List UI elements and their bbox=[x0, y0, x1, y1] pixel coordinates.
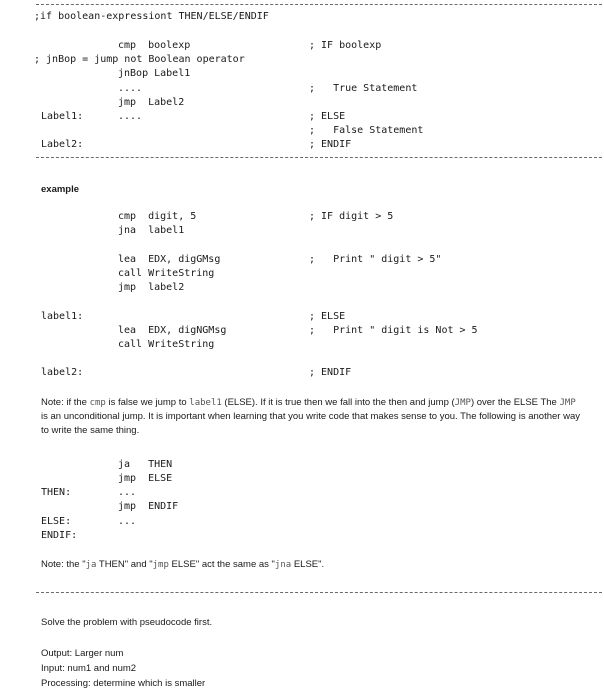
example-lea-1-comment: ; Print " digit > 5" bbox=[309, 254, 442, 265]
syntax-endif-comment: ; ENDIF bbox=[309, 139, 352, 150]
note-2-code-jmp: jmp bbox=[152, 560, 169, 570]
syntax-false-comment: ; False Statement bbox=[309, 125, 424, 136]
problem-processing: Processing: determine which is smaller bbox=[41, 678, 206, 689]
note-2-text-1: Note: the " bbox=[41, 559, 86, 570]
example-jna: jna label1 bbox=[118, 225, 185, 236]
syntax-else-comment: ; ELSE bbox=[309, 111, 346, 122]
syntax-cmp-line: cmp boolexp bbox=[118, 40, 191, 51]
syntax-jnbop-definition: ; jnBop = jump not Boolean operator bbox=[34, 54, 245, 65]
note-text-2: is false we jump to bbox=[105, 397, 190, 408]
bottom-divider bbox=[36, 592, 602, 593]
alt-else-label: ELSE: bbox=[41, 516, 72, 527]
note-text-5: is an unconditional jump. It is important when learning that you write code that makes sense to you. The following is another way to write the same thing. bbox=[41, 411, 580, 436]
example-jmp: jmp label2 bbox=[118, 282, 185, 293]
note-2-code-ja: ja bbox=[85, 560, 97, 570]
example-cmp-comment: ; IF digit > 5 bbox=[309, 211, 394, 222]
note-code-jmp-1: JMP bbox=[454, 398, 471, 408]
syntax-jnbop-line: jnBop Label1 bbox=[118, 68, 191, 79]
alt-endif-label: ENDIF: bbox=[41, 530, 78, 541]
note-text-1: Note: if the bbox=[41, 397, 90, 408]
note-paragraph bbox=[41, 396, 581, 438]
example-lea-1: lea EDX, digGMsg bbox=[118, 254, 221, 265]
section-header: ;if boolean-expressiont THEN/ELSE/ENDIF bbox=[34, 11, 269, 22]
example-cmp: cmp digit, 5 bbox=[118, 211, 197, 222]
example-call-1: call WriteString bbox=[118, 268, 215, 279]
syntax-dots-1: .... bbox=[118, 83, 143, 94]
example-heading: example bbox=[41, 184, 80, 195]
note-2-text-2: THEN" and " bbox=[96, 559, 153, 570]
alt-jmp-endif: jmp ENDIF bbox=[118, 501, 179, 512]
note-text-4: ) over the ELSE The bbox=[470, 397, 560, 408]
syntax-cmp-comment: ; IF boolexp bbox=[309, 40, 382, 51]
syntax-label2: Label2: bbox=[41, 139, 84, 150]
example-lea-2-comment: ; Print " digit is Not > 5 bbox=[309, 325, 478, 336]
example-call-2: call WriteString bbox=[118, 339, 215, 350]
problem-title: Solve the problem with pseudocode first. bbox=[41, 617, 213, 628]
alt-dots-2: ... bbox=[118, 516, 137, 527]
alt-jmp-else: jmp ELSE bbox=[118, 473, 173, 484]
example-label2: label2: bbox=[41, 367, 84, 378]
note-2-code-jna: jna bbox=[274, 560, 292, 570]
note-code-jmp-2: JMP bbox=[559, 398, 576, 408]
problem-output: Output: Larger num bbox=[41, 648, 124, 659]
example-lea-2: lea EDX, digNGMsg bbox=[118, 325, 227, 336]
note-code-label1: label1 bbox=[189, 398, 222, 408]
top-divider bbox=[36, 4, 602, 5]
note-2-paragraph bbox=[41, 558, 581, 572]
example-else-comment: ; ELSE bbox=[309, 311, 346, 322]
syntax-true-comment: ; True Statement bbox=[309, 83, 418, 94]
note-2-text-4: ELSE". bbox=[291, 559, 325, 570]
syntax-dots-2: .... bbox=[118, 111, 143, 122]
syntax-label1: Label1: bbox=[41, 111, 84, 122]
alt-dots-1: ... bbox=[118, 487, 137, 498]
problem-input: Input: num1 and num2 bbox=[41, 663, 137, 674]
syntax-jmp-line: jmp Label2 bbox=[118, 97, 185, 108]
note-code-cmp: cmp bbox=[89, 398, 106, 408]
alt-then-label: THEN: bbox=[41, 487, 72, 498]
example-label1: label1: bbox=[41, 311, 84, 322]
alt-ja: ja THEN bbox=[118, 459, 173, 470]
example-endif-comment: ; ENDIF bbox=[309, 367, 352, 378]
note-text-3: (ELSE). If it is true then we fall into the then and jump ( bbox=[221, 397, 455, 408]
syntax-divider bbox=[36, 157, 602, 158]
note-2-text-3: ELSE" act the same as " bbox=[168, 559, 275, 570]
